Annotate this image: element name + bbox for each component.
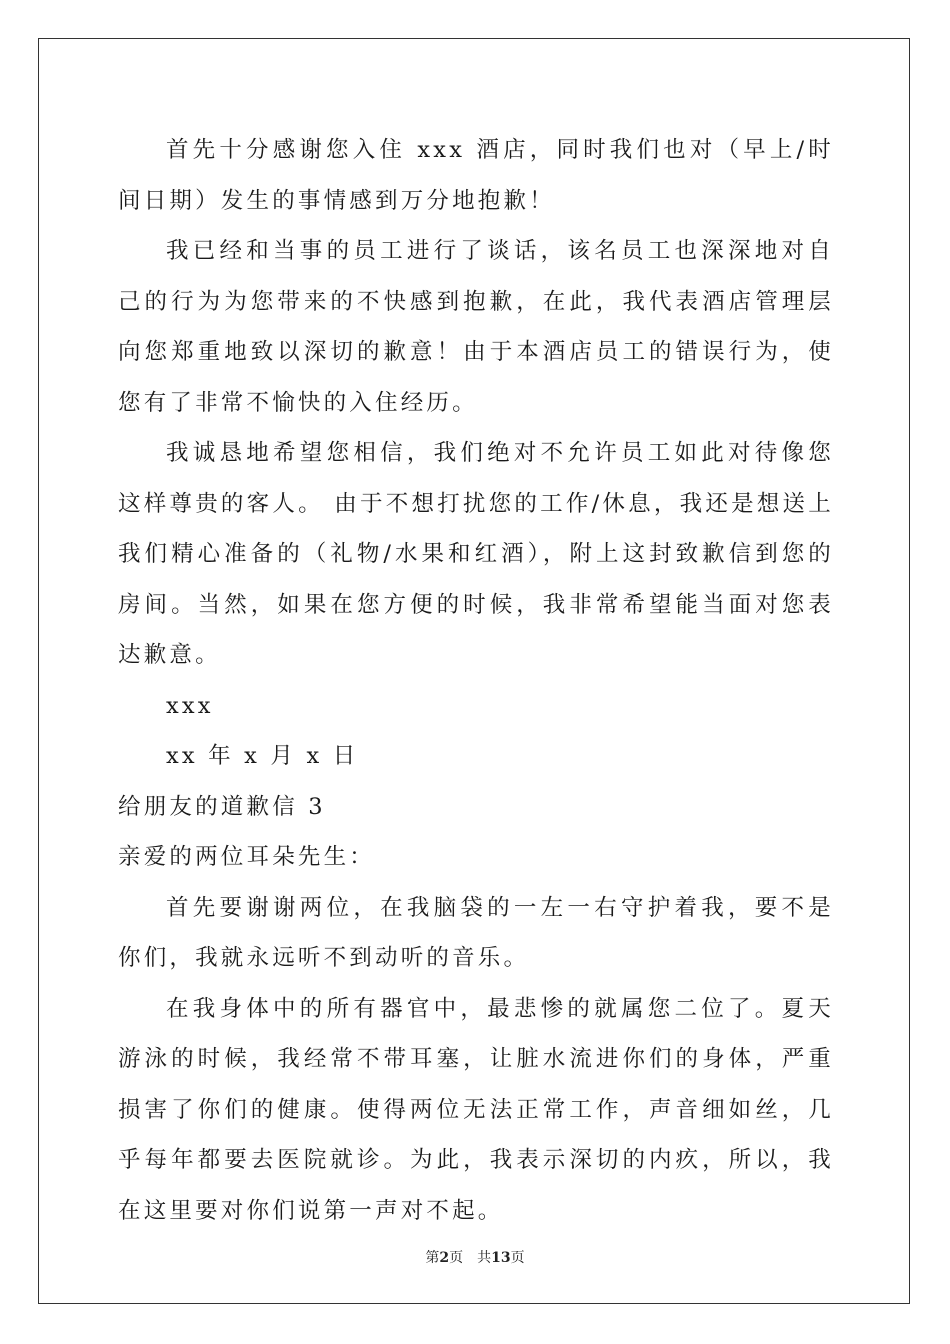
footer-page-current: 2 xyxy=(439,1250,450,1266)
document-body xyxy=(118,125,834,1236)
letter2-paragraph-1: 首先要谢谢两位，在我脑袋的一左一右守护着我，要不是你们，我就永远听不到动听的音乐。 xyxy=(118,894,834,971)
letter2-paragraph-2: 在我身体中的所有器官中，最悲惨的就属您二位了。夏天游泳的时候，我经常不带耳塞，让脏水流进你们的身体，严重损害了你们的健康。使得两位无法正常工作，声音细如丝，几乎每年都要去医院就诊。为此，我表示深切的内疚，所以，我在这里要对你们说第一声对不起。 xyxy=(118,995,834,1224)
letter1-paragraph-3: 我诚恳地希望您相信，我们绝对不允许员工如此对待像您这样尊贵的客人。 由于不想打扰您的工作/休息，我还是想送上我们精心准备的（礼物/水果和红酒），附上这封致歉信到您的房间。当然，如果在您方便的时候，我非常希望能当面对您表达歉意。 xyxy=(118,440,834,668)
page-footer xyxy=(0,1247,950,1267)
letter1-paragraph-1: 首先十分感谢您入住 xxx 酒店，同时我们也对（早上/时间日期）发生的事情感到万分地抱歉！ xyxy=(118,137,834,214)
letter1-paragraph-2: 我已经和当事的员工进行了谈话，该名员工也深深地对自己的行为为您带来的不快感到抱歉，在此，我代表酒店管理层向您郑重地致以深切的歉意！由于本酒店员工的错误行为，使您有了非常不愉快的入住经历。 xyxy=(118,238,834,416)
letter1-signature: xxx xyxy=(166,692,214,719)
letter2-salutation: 亲爱的两位耳朵先生： xyxy=(118,844,376,870)
letter1-date: xx 年 x 月 x 日 xyxy=(166,743,359,769)
footer-page-prefix: 第 xyxy=(425,1250,440,1266)
footer-page-mid: 页 共 xyxy=(449,1250,492,1266)
letter2-title: 给朋友的道歉信 3 xyxy=(118,793,326,820)
footer-page-total: 13 xyxy=(491,1250,511,1266)
footer-page-suffix: 页 xyxy=(510,1250,525,1266)
